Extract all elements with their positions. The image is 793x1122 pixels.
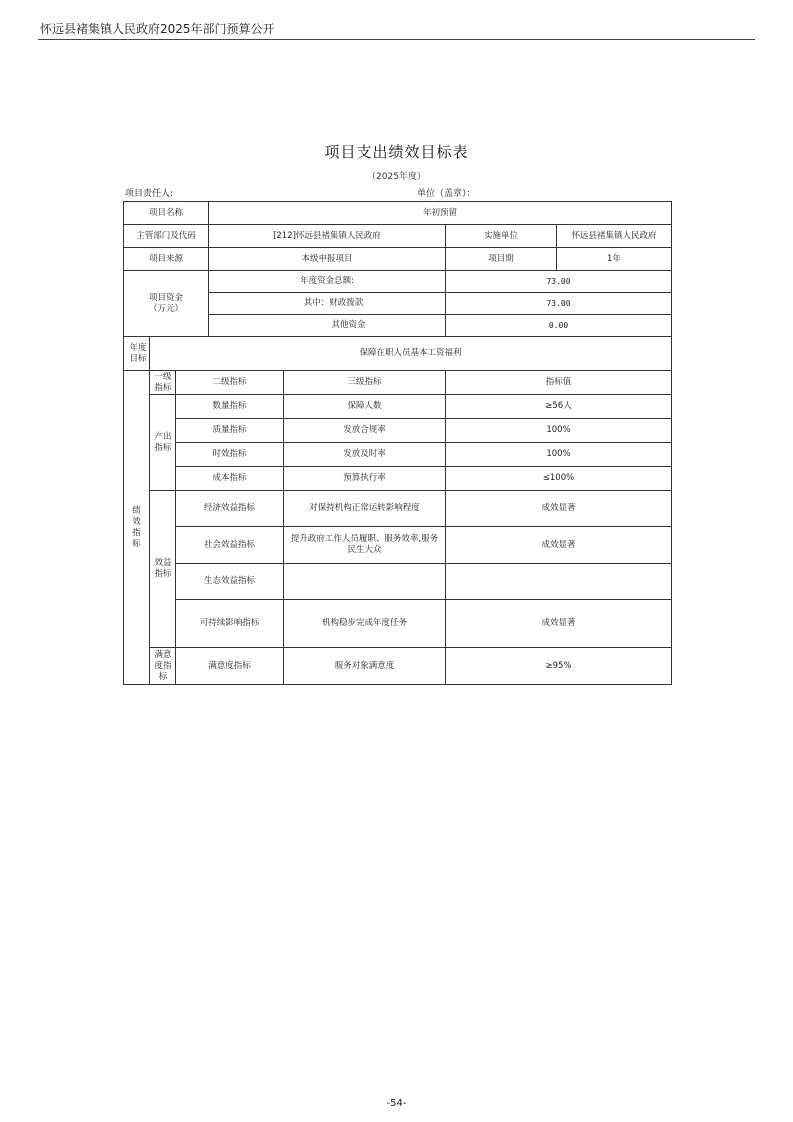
page-header-title: 怀远县褚集镇人民政府2025年部门预算公开 bbox=[40, 22, 275, 36]
economic-l3: 对保持机构正常运转影响程度 bbox=[284, 491, 446, 527]
table-row bbox=[124, 443, 672, 467]
level1-header bbox=[150, 371, 176, 395]
funds-label bbox=[124, 271, 209, 337]
quality-value: 100% bbox=[446, 419, 672, 443]
table-row bbox=[124, 491, 672, 527]
social-value: 成效显著 bbox=[446, 527, 672, 564]
social-l3: 提升政府工作人员履职、服务效率,服务民生大众 bbox=[284, 527, 446, 564]
performance-indicator-label bbox=[124, 371, 150, 685]
timeliness-l2: 时效指标 bbox=[176, 443, 284, 467]
quality-l3: 发放合规率 bbox=[284, 419, 446, 443]
social-l2: 社会效益指标 bbox=[176, 527, 284, 564]
output-indicator-label-text: 产出指标 bbox=[154, 431, 172, 453]
table-row bbox=[124, 564, 672, 600]
performance-goal-table bbox=[123, 201, 672, 685]
quantity-l3: 保障人数 bbox=[284, 395, 446, 419]
satisfaction-indicator-label-text: 满意度指标 bbox=[154, 649, 172, 682]
total-funds-label: 年度资金总额: bbox=[209, 271, 446, 293]
project-name-label: 项目名称 bbox=[124, 202, 209, 225]
table-row bbox=[124, 600, 672, 648]
quantity-l2: 数量指标 bbox=[176, 395, 284, 419]
other-funds-label: 其他资金 bbox=[209, 315, 446, 337]
annual-goal-value: 保障在职人员基本工资福利 bbox=[150, 337, 672, 371]
total-funds-value: 73.00 bbox=[446, 271, 672, 293]
sustainable-l2: 可持续影响指标 bbox=[176, 600, 284, 648]
table-row bbox=[124, 337, 672, 371]
table-row bbox=[124, 467, 672, 491]
source-value: 本级申报项目 bbox=[209, 248, 446, 271]
table-row bbox=[124, 225, 672, 248]
header-divider bbox=[38, 39, 755, 40]
cost-value: ≤100% bbox=[446, 467, 672, 491]
level3-header: 三级指标 bbox=[284, 371, 446, 395]
fiscal-funds-label: 其中：财政拨款 bbox=[209, 293, 446, 315]
benefit-indicator-label-text: 效益指标 bbox=[154, 558, 172, 579]
table-row bbox=[124, 648, 672, 685]
cost-l3: 预算执行率 bbox=[284, 467, 446, 491]
project-name-value: 年初预留 bbox=[209, 202, 672, 225]
level2-header: 二级指标 bbox=[176, 371, 284, 395]
output-indicator-label bbox=[150, 395, 176, 491]
table-row bbox=[124, 371, 672, 395]
ecological-l2: 生态效益指标 bbox=[176, 564, 284, 600]
other-funds-value: 0.00 bbox=[446, 315, 672, 337]
source-label: 项目来源 bbox=[124, 248, 209, 271]
timeliness-l3: 发放及时率 bbox=[284, 443, 446, 467]
satisfaction-l3: 服务对象满意度 bbox=[284, 648, 446, 685]
responsible-person-label: 项目责任人: bbox=[125, 189, 174, 199]
impl-unit-label: 实施单位 bbox=[446, 225, 557, 248]
dept-value: [212]怀远县褚集镇人民政府 bbox=[209, 225, 446, 248]
document-title: 项目支出绩效目标表 bbox=[324, 143, 469, 161]
fiscal-funds-value: 73.00 bbox=[446, 293, 672, 315]
document-year: （2025年度） bbox=[367, 172, 426, 182]
table-row bbox=[124, 202, 672, 225]
table-row bbox=[124, 248, 672, 271]
economic-value: 成效显著 bbox=[446, 491, 672, 527]
period-label: 项目期 bbox=[446, 248, 557, 271]
unit-seal-label: 单位（盖章）： bbox=[417, 189, 476, 199]
page-number: -54- bbox=[386, 1098, 407, 1109]
sustainable-value: 成效显著 bbox=[446, 600, 672, 648]
table-row bbox=[124, 419, 672, 443]
dept-label: 主管部门及代码 bbox=[124, 225, 209, 248]
economic-l2: 经济效益指标 bbox=[176, 491, 284, 527]
satisfaction-value: ≥95% bbox=[446, 648, 672, 685]
table-row bbox=[124, 271, 672, 293]
period-value: 1年 bbox=[557, 248, 672, 271]
table-row bbox=[124, 395, 672, 419]
performance-indicator-label-text: 绩效指标 bbox=[132, 505, 141, 549]
sustainable-l3: 机构稳步完成年度任务 bbox=[284, 600, 446, 648]
funds-label-text: 项目资金（万元） bbox=[148, 292, 183, 314]
annual-goal-label-text: 年度目标 bbox=[129, 342, 147, 364]
ecological-l3 bbox=[284, 564, 446, 600]
value-header: 指标值 bbox=[446, 371, 672, 395]
impl-unit-value: 怀远县褚集镇人民政府 bbox=[557, 225, 672, 248]
level1-header-text: 一级指标 bbox=[154, 371, 172, 393]
ecological-value bbox=[446, 564, 672, 600]
benefit-indicator-label bbox=[150, 491, 176, 648]
timeliness-value: 100% bbox=[446, 443, 672, 467]
annual-goal-label bbox=[124, 337, 150, 371]
quality-l2: 质量指标 bbox=[176, 419, 284, 443]
satisfaction-l2: 满意度指标 bbox=[176, 648, 284, 685]
cost-l2: 成本指标 bbox=[176, 467, 284, 491]
satisfaction-indicator-label bbox=[150, 648, 176, 685]
table-row bbox=[124, 527, 672, 564]
quantity-value: ≥56人 bbox=[446, 395, 672, 419]
